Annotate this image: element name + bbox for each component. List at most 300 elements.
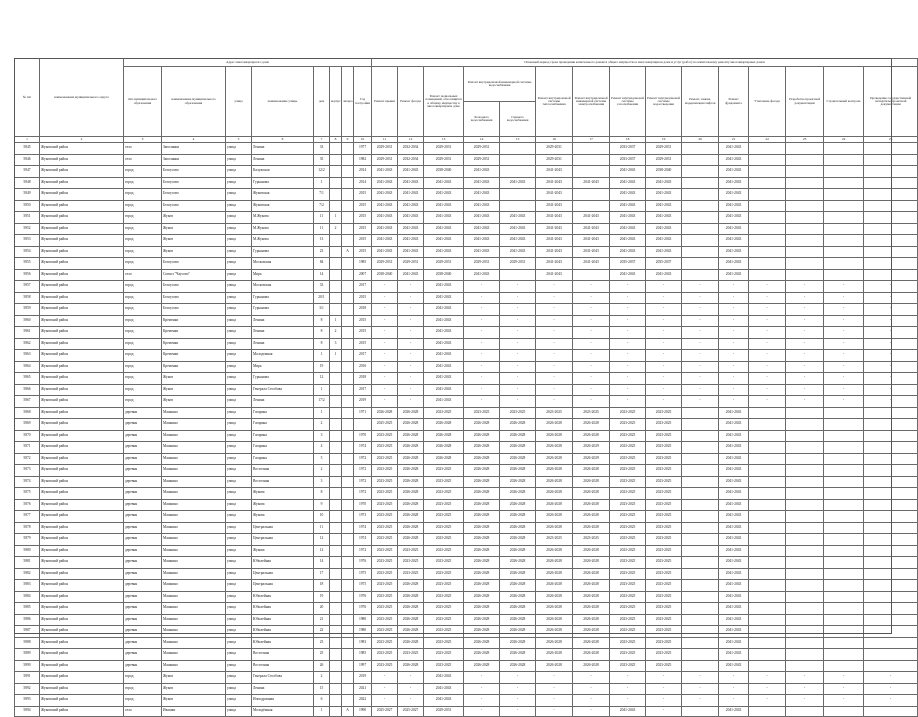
table-cell [864, 419, 918, 431]
table-cell [749, 177, 786, 189]
table-cell: 2023-2025 [646, 453, 682, 465]
table-cell: 7/1 [314, 189, 330, 201]
table-cell [342, 315, 354, 327]
table-cell: 2041-2043 [719, 545, 749, 557]
table-cell: Жуковский район [40, 511, 124, 523]
table-cell: улица [226, 649, 252, 661]
table-row [15, 143, 918, 155]
table-cell: Машкино [162, 603, 226, 615]
table-cell: 2023-2025 [610, 407, 646, 419]
table-cell: 2023-2025 [646, 580, 682, 592]
table-cell: 2026-2028 [464, 488, 500, 500]
table-cell: 2041-2043 [646, 212, 682, 224]
table-cell [749, 557, 786, 569]
table-cell: 5882 [15, 568, 40, 580]
table-cell: 2041-2043 [398, 200, 424, 212]
table-cell: 2041-2043 [573, 258, 610, 270]
table-cell: 2041-2043 [536, 177, 573, 189]
table-cell [864, 453, 918, 465]
table-cell: 1 [314, 177, 330, 189]
table-cell: 2025-2025 [372, 419, 398, 431]
table-cell: 2015 [354, 315, 372, 327]
table-cell [682, 258, 719, 270]
table-cell: Жуковский район [40, 419, 124, 431]
table-cell [786, 442, 824, 454]
table-cell: 2023-2025 [646, 603, 682, 615]
table-cell: 2041-2043 [500, 223, 536, 235]
table-cell: улица [226, 407, 252, 419]
table-cell: - [646, 350, 682, 362]
table-cell: 2041-2043 [719, 637, 749, 649]
table-cell: 13 [314, 235, 330, 247]
table-cell: 2041-2043 [536, 235, 573, 247]
table-cell: деревня [124, 568, 162, 580]
table-cell [573, 189, 610, 201]
table-cell [682, 143, 719, 155]
table-cell [342, 281, 354, 293]
table-cell: - [573, 315, 610, 327]
table-cell: 1997 [354, 660, 372, 672]
table-cell [786, 143, 824, 155]
table-cell: - [646, 695, 682, 707]
table-row [15, 200, 918, 212]
table-cell: - [398, 304, 424, 316]
table-cell: Белоусово [162, 292, 226, 304]
table-cell: Московская [252, 281, 314, 293]
table-cell: 2041-2043 [610, 177, 646, 189]
table-cell: 2041-2043 [573, 212, 610, 224]
table-cell: Калужская [252, 166, 314, 178]
table-cell: 2041-2043 [424, 223, 464, 235]
table-cell [342, 465, 354, 477]
table-cell: - [500, 327, 536, 339]
table-cell: 2023-2025 [646, 488, 682, 500]
table-cell [500, 269, 536, 281]
table-cell [786, 189, 824, 201]
table-cell: 2023-2025 [610, 591, 646, 603]
table-cell: 2007 [354, 269, 372, 281]
table-cell: 23 [314, 637, 330, 649]
table-cell: - [573, 281, 610, 293]
table-cell: город [124, 683, 162, 695]
table-cell: Гурьянова [252, 246, 314, 258]
table-cell: Генерала Столбова [252, 384, 314, 396]
table-cell [749, 545, 786, 557]
table-cell: деревня [124, 580, 162, 592]
table-cell: город [124, 695, 162, 707]
table-cell: 2026-2028 [464, 419, 500, 431]
table-cell [864, 545, 918, 557]
table-cell: 2026-2028 [424, 419, 464, 431]
table-cell: Гагарина [252, 453, 314, 465]
table-cell: - [864, 281, 918, 293]
table-cell: 2026-2028 [398, 442, 424, 454]
table-cell: 2026-2028 [573, 637, 610, 649]
table-cell: 2032-2034 [398, 143, 424, 155]
table-cell: 5861 [15, 327, 40, 339]
table-cell [342, 568, 354, 580]
table-cell: А [342, 246, 354, 258]
table-cell: 18 [314, 580, 330, 592]
table-cell: 1973 [354, 511, 372, 523]
table-cell: 2026-2028 [536, 557, 573, 569]
table-cell: 2041-2043 [500, 177, 536, 189]
table-cell [342, 166, 354, 178]
table-cell: 2026-2028 [536, 430, 573, 442]
table-cell: 11 [314, 212, 330, 224]
table-cell: 2023-2025 [610, 614, 646, 626]
col-header-22: Утепление фасада [749, 67, 786, 137]
table-cell [330, 557, 342, 569]
table-cell [786, 166, 824, 178]
table-cell: город [124, 177, 162, 189]
table-cell: - [719, 373, 749, 385]
table-cell: Жуков [162, 223, 226, 235]
table-header [15, 59, 918, 143]
column-number: 6 [252, 137, 314, 143]
table-cell: 2041-2043 [573, 223, 610, 235]
table-row [15, 327, 918, 339]
table-cell: 2026-2028 [398, 430, 424, 442]
table-cell [786, 407, 824, 419]
table-cell [330, 683, 342, 695]
table-cell: - [824, 373, 864, 385]
table-cell: 2023-2025 [424, 649, 464, 661]
table-cell [500, 154, 536, 166]
table-cell: 5851 [15, 212, 40, 224]
table-cell [330, 637, 342, 649]
table-cell: Молодёжная [252, 706, 314, 716]
table-cell: Машкино [162, 465, 226, 477]
table-cell: 2014 [354, 166, 372, 178]
table-cell: - [719, 384, 749, 396]
table-cell: 2029-2031 [536, 154, 573, 166]
table-cell [824, 557, 864, 569]
table-cell: 2041-2043 [398, 189, 424, 201]
table-cell: - [536, 338, 573, 350]
table-cell: улица [226, 476, 252, 488]
table-cell: 5849 [15, 189, 40, 201]
table-cell: 5876 [15, 499, 40, 511]
table-cell [786, 177, 824, 189]
table-cell: 2023-2025 [646, 476, 682, 488]
table-cell: 2015 [354, 200, 372, 212]
table-cell: - [536, 361, 573, 373]
table-cell: - [398, 338, 424, 350]
table-cell: Машкино [162, 499, 226, 511]
table-cell [864, 660, 918, 672]
table-cell: - [398, 373, 424, 385]
table-cell: 2023-2025 [424, 522, 464, 534]
table-cell: 2026-2028 [398, 522, 424, 534]
table-cell: 5870 [15, 430, 40, 442]
col-header-9: литера [342, 67, 354, 137]
table-cell: 2026-2028 [398, 660, 424, 672]
table-cell [682, 649, 719, 661]
table-cell: 2026-2028 [464, 430, 500, 442]
col-header-17: Ремонт внутридомовой инженерной системы электроснабжения [573, 67, 610, 137]
table-cell: Машкино [162, 614, 226, 626]
table-cell: 2023-2025 [610, 637, 646, 649]
table-cell: Жуковский район [40, 166, 124, 178]
table-cell: Жуковский район [40, 200, 124, 212]
table-cell: деревня [124, 465, 162, 477]
table-cell: 2041-2043 [719, 580, 749, 592]
table-cell: Жуковский район [40, 499, 124, 511]
table-cell: 2041-2043 [536, 269, 573, 281]
table-cell: - [646, 281, 682, 293]
table-cell [330, 614, 342, 626]
table-cell: Московская [252, 258, 314, 270]
table-cell: - [372, 672, 398, 684]
table-cell [342, 534, 354, 546]
table-cell: 2041-2043 [398, 246, 424, 258]
table-row [15, 177, 918, 189]
table-cell: 2041-2043 [464, 246, 500, 258]
table-cell [342, 637, 354, 649]
table-cell: - [682, 695, 719, 707]
table-cell [342, 591, 354, 603]
table-cell: 5890 [15, 660, 40, 672]
table-cell: Кременки [162, 350, 226, 362]
table-cell: улица [226, 361, 252, 373]
table-cell [682, 430, 719, 442]
table-cell: 2023-2025 [610, 545, 646, 557]
table-cell: Ленина [252, 154, 314, 166]
table-cell: - [682, 384, 719, 396]
table-cell: - [824, 350, 864, 362]
table-cell: 2026-2028 [464, 591, 500, 603]
table-cell: улица [226, 499, 252, 511]
table-cell [864, 246, 918, 258]
table-cell: - [749, 672, 786, 684]
table-cell: - [646, 373, 682, 385]
table-cell [342, 292, 354, 304]
table-cell: - [864, 384, 918, 396]
table-cell: 2041-2043 [464, 177, 500, 189]
table-cell: 2015 [354, 292, 372, 304]
table-cell [824, 706, 864, 716]
table-cell [682, 246, 719, 258]
table-cell: 2029-2031 [500, 258, 536, 270]
table-cell: 2023-2025 [424, 626, 464, 638]
table-cell: - [536, 672, 573, 684]
table-cell: 2041-2043 [646, 223, 682, 235]
table-cell: 2038-2040 [372, 269, 398, 281]
table-cell: 2026-2028 [464, 660, 500, 672]
table-cell: деревня [124, 407, 162, 419]
table-cell: - [682, 292, 719, 304]
table-cell [749, 223, 786, 235]
table-cell [682, 177, 719, 189]
table-cell: 5855 [15, 258, 40, 270]
table-cell: 2023-2025 [500, 407, 536, 419]
table-cell [573, 143, 610, 155]
table-row [15, 522, 918, 534]
table-cell: Юбилейная [252, 637, 314, 649]
table-cell [864, 154, 918, 166]
table-cell: 5873 [15, 465, 40, 477]
table-cell: 2023-2025 [372, 545, 398, 557]
table-cell [749, 522, 786, 534]
capital-repair-table [14, 58, 918, 717]
table-cell [864, 235, 918, 247]
table-cell: 2023-2025 [372, 488, 398, 500]
table-cell [682, 614, 719, 626]
table-cell: - [682, 315, 719, 327]
table-cell: 2041-2043 [424, 177, 464, 189]
table-cell: 2023-2025 [610, 488, 646, 500]
col-header-14: Холодного водоснабжения [464, 102, 500, 137]
table-cell: улица [226, 384, 252, 396]
table-cell: - [864, 350, 918, 362]
col-header-23: Разработка проектной документации [786, 67, 824, 137]
table-cell [824, 649, 864, 661]
column-number: 16 [536, 137, 573, 143]
table-cell: 2023-2025 [372, 591, 398, 603]
table-cell: 14 [314, 269, 330, 281]
table-cell: Юбилейная [252, 603, 314, 615]
table-cell: Жуковский район [40, 522, 124, 534]
table-cell [330, 626, 342, 638]
table-cell: 5857 [15, 281, 40, 293]
table-cell: 2026-2028 [500, 580, 536, 592]
table-cell [864, 258, 918, 270]
table-cell: - [372, 304, 398, 316]
table-cell: 2023-2025 [424, 465, 464, 477]
table-cell [682, 603, 719, 615]
table-cell: город [124, 223, 162, 235]
table-cell [342, 580, 354, 592]
table-cell [342, 649, 354, 661]
col-header-10: Год постройки [354, 67, 372, 137]
table-cell: 2023-2025 [398, 545, 424, 557]
table-row [15, 534, 918, 546]
table-cell: - [786, 672, 824, 684]
table-cell: - [536, 281, 573, 293]
table-cell: 6 [314, 695, 330, 707]
table-cell: 2026-2028 [398, 453, 424, 465]
table-cell: 2 [314, 672, 330, 684]
table-cell: - [372, 683, 398, 695]
table-cell: 5866 [15, 384, 40, 396]
table-cell: - [719, 672, 749, 684]
table-cell: Гурьянова [252, 177, 314, 189]
table-cell: Гагарина [252, 430, 314, 442]
table-cell: 2026-2028 [372, 407, 398, 419]
table-cell: Восточная [252, 465, 314, 477]
table-cell: 2041-2043 [464, 212, 500, 224]
table-cell [342, 304, 354, 316]
table-cell: улица [226, 545, 252, 557]
table-cell [824, 660, 864, 672]
table-row [15, 557, 918, 569]
table-cell: - [749, 350, 786, 362]
table-cell: 2026-2028 [536, 660, 573, 672]
table-cell: Жуковский район [40, 143, 124, 155]
table-cell: 20 [314, 603, 330, 615]
table-cell: 2026-2028 [573, 580, 610, 592]
table-cell: - [372, 281, 398, 293]
table-cell: 2023-2025 [372, 476, 398, 488]
table-cell: 2026-2028 [464, 626, 500, 638]
table-cell: 2015 [354, 327, 372, 339]
table-cell: 2022 [354, 695, 372, 707]
col-header-15: Горячего водоснабжения [500, 102, 536, 137]
table-cell: 1972 [354, 545, 372, 557]
table-cell: 5883 [15, 580, 40, 592]
table-cell: Жуковский район [40, 154, 124, 166]
table-cell: 5886 [15, 614, 40, 626]
table-cell: город [124, 212, 162, 224]
table-cell: 7/2 [314, 200, 330, 212]
table-cell: 2023-2025 [646, 660, 682, 672]
table-cell: город [124, 373, 162, 385]
table-cell [864, 442, 918, 454]
table-cell: 2041-2043 [424, 327, 464, 339]
table-cell: 2026-2028 [464, 568, 500, 580]
table-cell [330, 522, 342, 534]
table-cell: город [124, 327, 162, 339]
table-cell: - [573, 695, 610, 707]
table-cell: - [398, 361, 424, 373]
table-cell: - [398, 396, 424, 408]
table-cell: 2041-2043 [719, 269, 749, 281]
table-cell: - [646, 327, 682, 339]
table-cell: - [719, 315, 749, 327]
table-cell: 2023-2025 [610, 649, 646, 661]
table-cell: город [124, 281, 162, 293]
table-cell [342, 235, 354, 247]
table-cell: - [500, 683, 536, 695]
table-cell: 2026-2028 [573, 591, 610, 603]
table-cell [682, 534, 719, 546]
table-cell: улица [226, 683, 252, 695]
table-cell [864, 591, 918, 603]
table-cell: Машкино [162, 649, 226, 661]
table-cell: Жуковский район [40, 453, 124, 465]
table-cell [330, 649, 342, 661]
table-cell: 2026-2028 [536, 637, 573, 649]
table-cell: 2015 [354, 223, 372, 235]
table-cell [682, 200, 719, 212]
table-cell: город [124, 315, 162, 327]
table-cell [749, 660, 786, 672]
table-row [15, 695, 918, 707]
table-cell [786, 522, 824, 534]
table-cell: 2026-2028 [573, 660, 610, 672]
table-cell: 2041-2043 [424, 350, 464, 362]
table-cell: 2015 [354, 189, 372, 201]
table-cell: Машкино [162, 568, 226, 580]
table-cell [864, 223, 918, 235]
table-cell: 2041-2043 [536, 212, 573, 224]
table-cell: Жуков [162, 396, 226, 408]
table-cell [824, 430, 864, 442]
table-cell [682, 626, 719, 638]
table-cell [749, 534, 786, 546]
table-cell: 2015 [354, 246, 372, 258]
table-cell: 2023-2025 [536, 407, 573, 419]
table-cell: 5859 [15, 304, 40, 316]
table-cell [342, 603, 354, 615]
table-cell: 2026-2028 [573, 419, 610, 431]
table-cell: 1976 [354, 603, 372, 615]
table-cell: 5850 [15, 200, 40, 212]
table-cell: - [824, 683, 864, 695]
table-cell: 2023-2025 [424, 591, 464, 603]
table-cell: улица [226, 465, 252, 477]
